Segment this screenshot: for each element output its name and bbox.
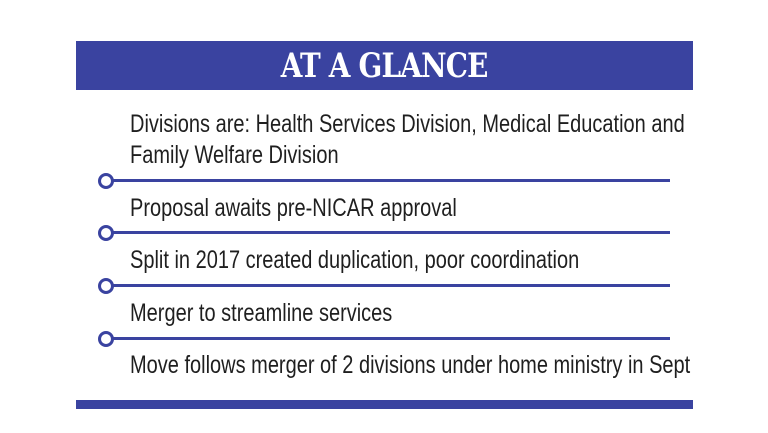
circle-bullet-icon [98,331,114,347]
bullet-separator [98,278,670,294]
circle-bullet-icon [98,173,114,189]
page-title: AT A GLANCE [281,45,488,86]
list-item: Merger to streamline services [130,299,393,327]
circle-bullet-icon [98,278,114,294]
divider [113,179,670,182]
divider [113,284,670,287]
list-item [130,109,685,171]
header-banner [76,41,693,90]
list-item: Proposal awaits pre-NICAR approval [130,194,457,222]
bullet-separator [98,225,670,241]
divider [113,337,670,340]
list-item: Split in 2017 created duplication, poor coordination [130,246,580,274]
bullet-separator [98,173,670,189]
bullet-separator [98,331,670,347]
footer-bar [76,400,693,409]
divider [113,231,670,234]
list-item: Move follows merger of 2 divisions under home ministry in Sept [130,351,691,379]
list-item-line: Family Welfare Division [130,141,339,169]
list-item-line: Divisions are: Health Services Division, Medical Education and [130,110,685,138]
circle-bullet-icon [98,225,114,241]
